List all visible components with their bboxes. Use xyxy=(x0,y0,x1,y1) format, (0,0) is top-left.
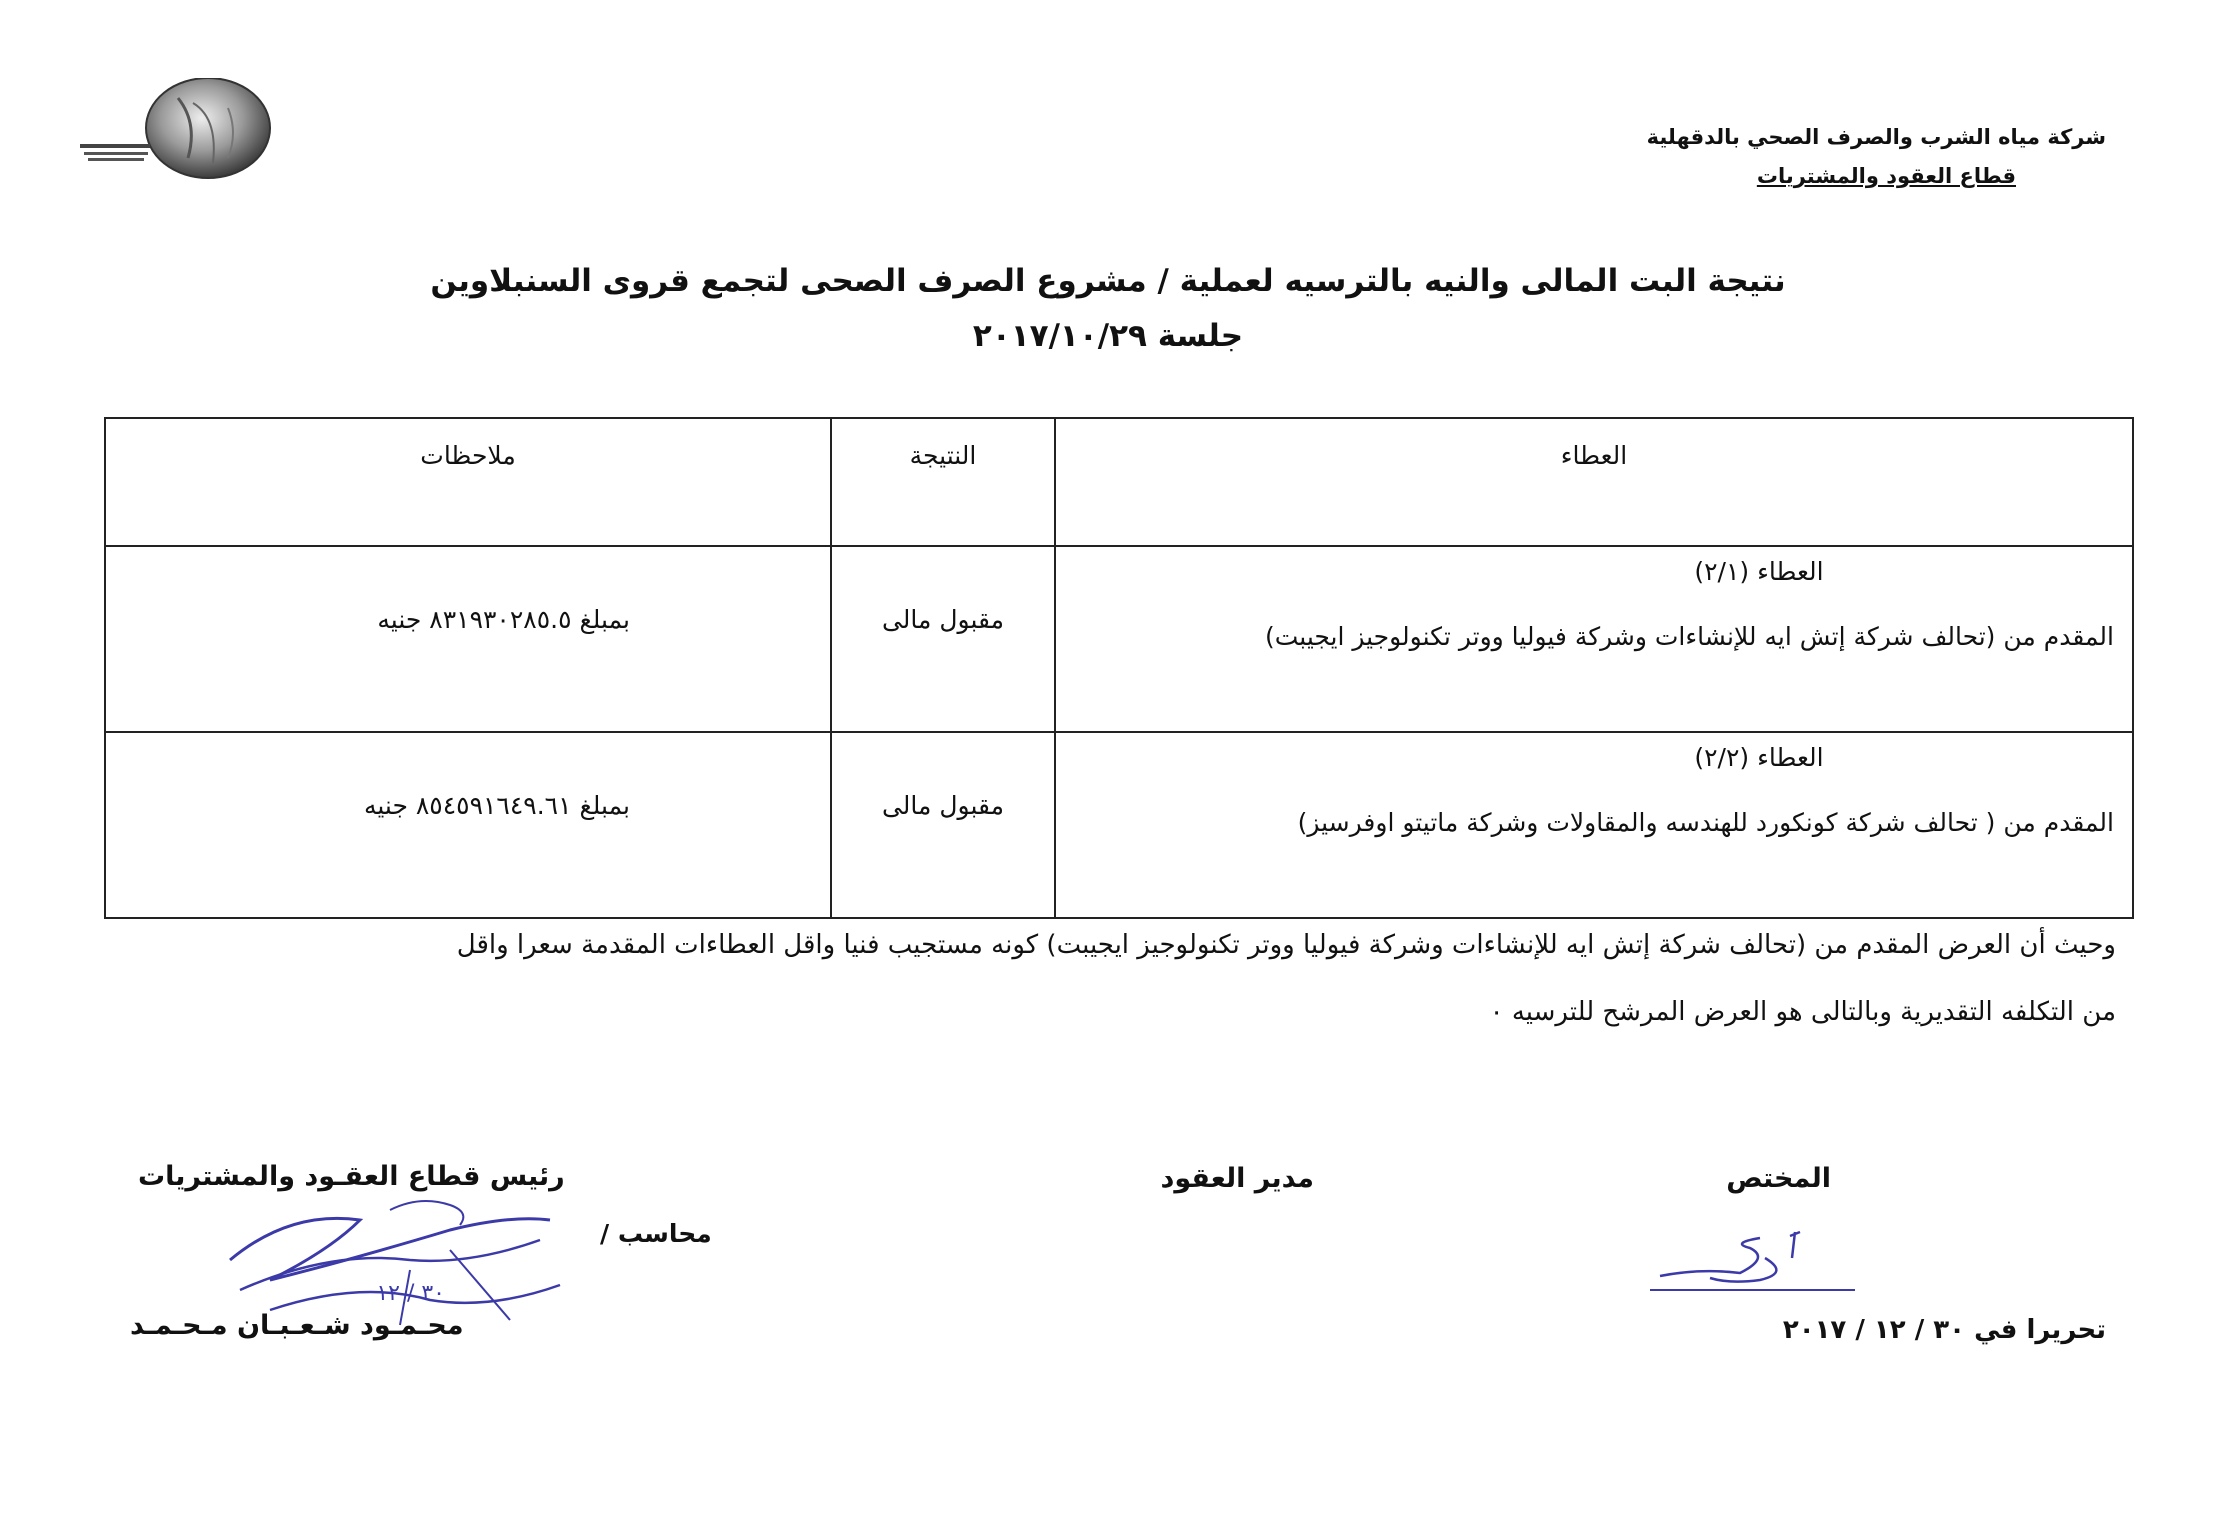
sector-head-label: رئيس قطاع العقـود والمشتريات xyxy=(138,1161,565,1192)
table-row xyxy=(105,546,2133,732)
bid-offerer: المقدم من (تحالف شركة إتش ايه للإنشاءات وشركة فيوليا ووتر تكنولوجيز ايجيبت) xyxy=(1264,622,2114,651)
bid-offerer: المقدم من ( تحالف شركة كونكورد للهندسه والمقاولات وشركة ماتيتو اوفرسيز) xyxy=(1297,808,2114,837)
notes-cell: بمبلغ ٨٥٤٥٩١٦٤٩.٦١ جنيه xyxy=(105,732,831,918)
sector-head-signature-icon xyxy=(210,1190,590,1340)
bid-label: العطاء (٢/٢) xyxy=(1694,743,1824,772)
sector-head-name: محـمـود شـعـبـان مـحـمـد xyxy=(130,1310,464,1341)
header-result: النتيجة xyxy=(831,418,1055,546)
specialist-signature-icon xyxy=(1640,1218,1860,1298)
decision-paragraph-line1: وحيث أن العرض المقدم من (تحالف شركة إتش ايه للإنشاءات وشركة فيوليا ووتر تكنولوجيز ايجيبت) كونه مستجيب فنيا واقل العطاءات المقدمة سعرا واقل xyxy=(456,930,2116,960)
result-cell: مقبول مالى xyxy=(831,732,1055,918)
signature-initials: ٣٠ / ١٢ xyxy=(376,1281,445,1306)
contracts-manager-label: مدير العقود xyxy=(1160,1163,1314,1194)
results-table xyxy=(104,417,2134,919)
header-notes: ملاحظات xyxy=(105,418,831,546)
header-bid: العطاء xyxy=(1055,418,2133,546)
company-logo-icon xyxy=(78,78,278,182)
bid-label: العطاء (٢/١) xyxy=(1694,557,1824,586)
document-title: نتيجة البت المالى والنيه بالترسيه لعملية / مشروع الصرف الصحى لتجمع قروى السنبلاوين xyxy=(430,263,1786,299)
table-row xyxy=(105,732,2133,918)
result-cell: مقبول مالى xyxy=(831,546,1055,732)
specialist-label: المختص xyxy=(1726,1163,1831,1194)
sector-name: قطاع العقود والمشتريات xyxy=(1756,164,2016,188)
decision-paragraph-line2: من التكلفه التقديرية وبالتالى هو العرض المرشح للترسيه ٠ xyxy=(1489,997,2116,1027)
issue-date: تحريرا في ٣٠ / ١٢ / ٢٠١٧ xyxy=(1782,1315,2106,1345)
bid-cell xyxy=(1055,732,2133,918)
notes-cell: بمبلغ ٨٣١٩٣٠٢٨٥.٥ جنيه xyxy=(105,546,831,732)
table-header-row xyxy=(105,418,2133,546)
session-date: جلسة ٢٠١٧/١٠/٢٩ xyxy=(972,318,1244,354)
bid-cell xyxy=(1055,546,2133,732)
accountant-label: محاسب / xyxy=(600,1219,712,1248)
company-name: شركة مياه الشرب والصرف الصحي بالدقهلية xyxy=(1646,125,2106,149)
